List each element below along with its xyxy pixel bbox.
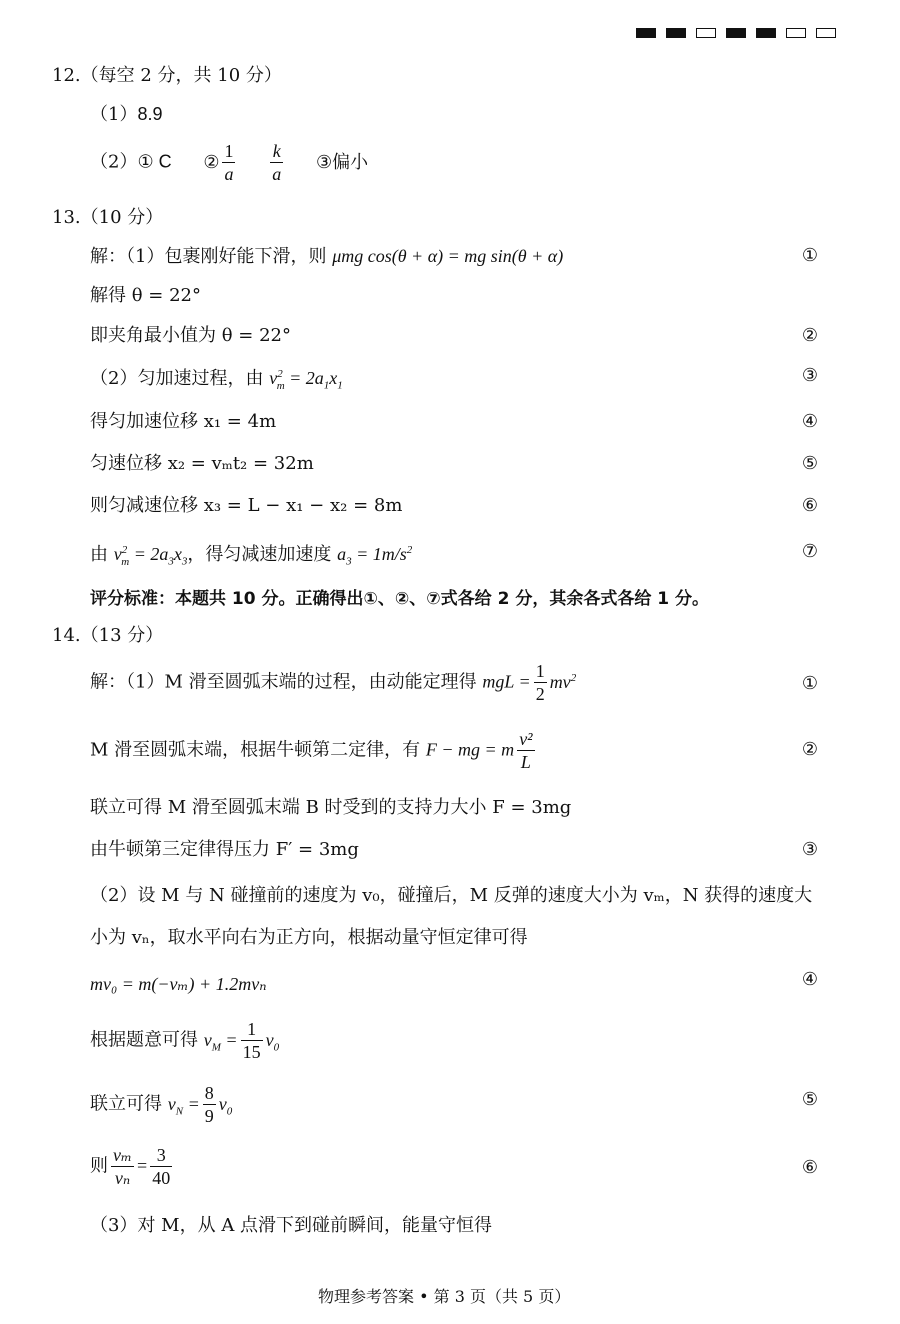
q14-line-2 — [90, 728, 538, 773]
q13-line-5: 得匀加速位移 x₁ = 4m — [90, 411, 277, 432]
q12-answer-2-choice-2: ② — [203, 151, 220, 173]
q13-line-8-equation: $v^2_m = 2a_3x_3$ — [113, 544, 188, 568]
q14-line-7: mv₀ = m(−vₘ) + 1.2mvₙ — [90, 974, 267, 994]
q14-line-10-text: 则 — [90, 1155, 108, 1177]
marker-box — [726, 28, 746, 38]
eq-number-7: ⑦ — [801, 541, 819, 562]
q14-heading: 14.（13 分） — [52, 625, 164, 646]
eq-number-10: ③ — [801, 839, 819, 860]
fraction-1-over-15: $\frac{1}{15}$ — [242, 1019, 261, 1062]
fraction-one-half: $\frac{1}{2}$ — [535, 661, 545, 704]
marker-box — [816, 28, 836, 38]
eq-number-5: ⑤ — [801, 453, 819, 474]
page-footer: 物理参考答案 • 第 3 页（共 5 页） — [318, 1287, 571, 1306]
eq-number-3: ③ — [801, 365, 819, 386]
q14-line-9: 联立可得 $v_N$ = $\frac{8}{9}$ $v_0$ — [90, 1083, 233, 1126]
q12-answer-1 — [90, 102, 162, 127]
q13-line-4-text: （2）匀加速过程，由 — [90, 368, 264, 389]
eq-number-4: ④ — [801, 411, 819, 432]
q14-line-2-text: M 滑至圆弧末端，根据牛顿第二定律，有 — [90, 739, 421, 761]
q14-line-8: 根据题意可得 $v_M$ = $\frac{1}{15}$ $v_0$ — [90, 1019, 280, 1062]
q12-answer-1-label: （1） — [90, 104, 138, 125]
eq-number-12: ⑤ — [801, 1089, 819, 1110]
q14-line-5: （2）设 M 与 N 碰撞前的速度为 v₀，碰撞后，M 反弹的速度大小为 vₘ，N 获得的速度大 — [90, 885, 813, 906]
fraction-8-over-9: $\frac{8}{9}$ — [204, 1083, 214, 1126]
q12-answer-2-choice-1: ① C — [137, 151, 172, 172]
eq-number-1: ① — [801, 245, 819, 266]
q12-answer-2 — [90, 140, 368, 185]
q14-line-4: 由牛顿第三定律得压力 F′ = 3mg — [90, 839, 359, 860]
q14-line-6: 小为 vₙ，取水平向右为正方向，根据动量守恒定律可得 — [90, 927, 528, 948]
q14-line-11: （3）对 M，从 A 点滑下到碰前瞬间，能量守恒得 — [90, 1215, 493, 1236]
q13-line-2: 解得 θ = 22° — [90, 285, 201, 306]
q14-line-3: 联立可得 M 滑至圆弧末端 B 时受到的支持力大小 F = 3mg — [90, 797, 572, 818]
q12-answer-2-choice-3: ③偏小 — [315, 151, 369, 173]
q14-line-9-text: 联立可得 — [90, 1093, 162, 1115]
eq-number-2: ② — [801, 325, 819, 346]
q13-line-1-text: 解：（1）包裹刚好能下滑，则 — [90, 246, 327, 267]
eq-number-11: ④ — [801, 969, 819, 990]
fraction-k-over-a: $\frac{k}{a}$ — [272, 141, 282, 184]
marker-box — [696, 28, 716, 38]
q13-line-8-result: $a_3 = 1m/s^2$ — [337, 544, 413, 568]
marker-box — [756, 28, 776, 38]
marker-box — [636, 28, 656, 38]
q14-line-1: 解：（1）M 滑至圆弧末端的过程，由动能定理得 mgL = $\frac{1}{2}$ $mv^2$ — [90, 661, 577, 704]
q14-line-10: 则 $\frac{\text{vₘ}}{\text{vₙ}}$ = $\frac{3}{40}$ — [90, 1145, 171, 1188]
eq-number-8: ① — [801, 673, 819, 694]
q13-line-1 — [90, 244, 563, 269]
q13-heading: 13.（10 分） — [52, 207, 164, 228]
q13-scoring-criteria: 评分标准：本题共 10 分。正确得出①、②、⑦式各给 2 分，其余各式各给 1 分。 — [90, 589, 710, 609]
fraction-v2-over-L: $\frac{\text{v²}}{L}$ — [519, 729, 533, 772]
q13-line-4-equation: $v^2_m = 2a_1x_1$ — [269, 368, 343, 392]
marker-box — [666, 28, 686, 38]
q13-line-8-mid: ，得匀减速加速度 — [187, 544, 332, 565]
q13-line-1-equation: μmg cos(θ + α) = mg sin(θ + α) — [332, 246, 564, 266]
q13-line-6: 匀速位移 x₂ = vₘt₂ = 32m — [90, 453, 314, 474]
q13-line-7: 则匀减速位移 x₃ = L − x₁ − x₂ = 8m — [90, 495, 403, 516]
q14-line-1-text: 解：（1）M 滑至圆弧末端的过程，由动能定理得 — [90, 671, 477, 693]
q12-heading: 12.（每空 2 分，共 10 分） — [52, 65, 282, 86]
eq-number-13: ⑥ — [801, 1157, 819, 1178]
fraction-3-over-40: $\frac{3}{40}$ — [152, 1145, 171, 1188]
page-marker-boxes — [636, 28, 846, 40]
q12-answer-2-label: （2） — [90, 151, 138, 173]
q12-answer-1-value: 8.9 — [137, 104, 163, 124]
q14-line-8-text: 根据题意可得 — [90, 1029, 198, 1051]
marker-box — [786, 28, 806, 38]
q14-line-2-equation: F − mg = m — [425, 739, 515, 760]
q13-line-4 — [90, 362, 343, 398]
fraction-1-over-a: $\frac{1}{a}$ — [224, 141, 234, 184]
q13-line-8-prefix: 由 — [90, 544, 108, 565]
eq-number-9: ② — [801, 739, 819, 760]
q13-line-8 — [90, 538, 412, 574]
q13-line-3: 即夹角最小值为 θ = 22° — [90, 325, 291, 346]
q14-line-1-equation: mgL = — [482, 671, 531, 692]
eq-number-6: ⑥ — [801, 495, 819, 516]
fraction-vm-over-vn: $\frac{\text{vₘ}}{\text{vₙ}}$ — [113, 1145, 133, 1188]
